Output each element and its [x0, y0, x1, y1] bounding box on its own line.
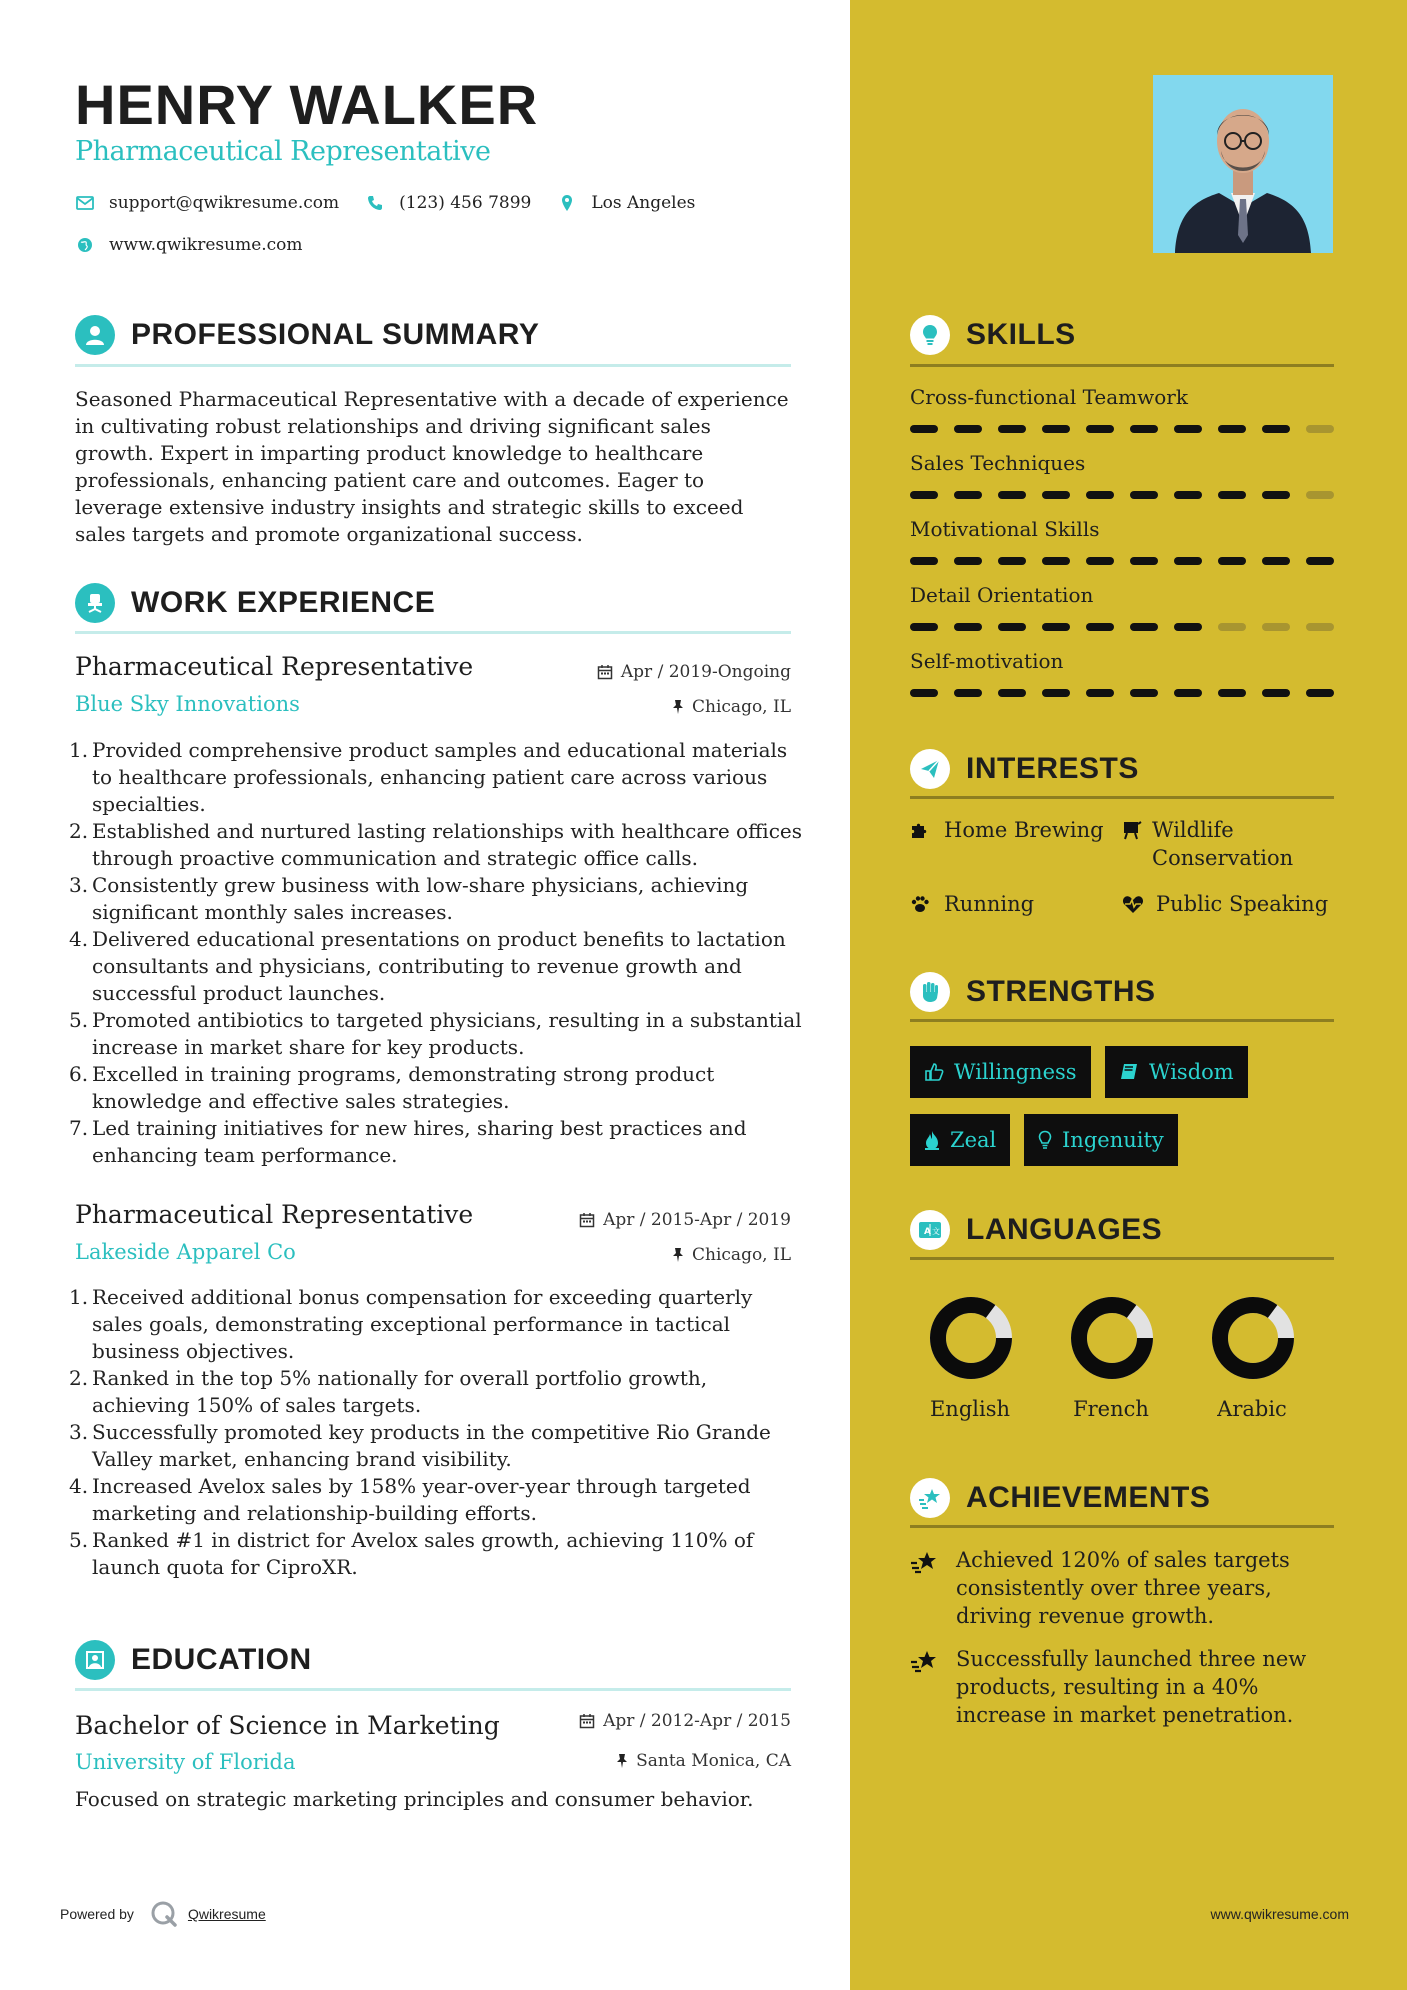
bullet-number: 5. — [69, 1008, 89, 1032]
book-icon — [1119, 1062, 1139, 1082]
skill-name: Detail Orientation — [910, 583, 1094, 607]
interest-item — [1122, 890, 1328, 918]
skill-level-segment — [954, 689, 982, 697]
skill-level-segment — [1174, 557, 1202, 565]
skill-level-segment — [954, 425, 982, 433]
skill-level-segment — [1174, 623, 1202, 631]
bullet-text: Received additional bonus compensation for exceeding quarterly sales goals, demonstrating exceptional performance in tactical business objectives. — [92, 1285, 753, 1363]
achievement-item — [910, 1645, 1330, 1729]
bullet-item — [69, 1007, 802, 1061]
skill-level-segment — [998, 623, 1026, 631]
skill-name: Self-motivation — [910, 649, 1064, 673]
star-hand-icon — [910, 1546, 938, 1581]
skill-level-segment — [1086, 491, 1114, 499]
website-text: www.qwikresume.com — [109, 235, 303, 255]
bullet-item — [69, 1365, 802, 1419]
skill-level-segment — [998, 557, 1026, 565]
skill-level-segment — [1262, 623, 1290, 631]
bullet-number: 4. — [69, 1474, 89, 1498]
language-rings — [910, 1290, 1334, 1390]
skill-level-segment — [998, 689, 1026, 697]
experience-title: WORK EXPERIENCE — [131, 586, 436, 619]
bullet-item — [69, 872, 802, 926]
paper-plane-icon — [910, 749, 950, 789]
location-text: Los Angeles — [591, 193, 696, 213]
achievement-text: Successfully launched three new products, resulting in a 40% increase in market penetration. — [956, 1647, 1307, 1727]
achievements-title: ACHIEVEMENTS — [966, 1481, 1211, 1514]
skill-level-segment — [1174, 425, 1202, 433]
skill-level-segment — [1218, 557, 1246, 565]
job-title: Pharmaceutical Representative — [75, 1200, 474, 1229]
education-title: EDUCATION — [131, 1643, 312, 1676]
strengths-title: STRENGTHS — [966, 975, 1156, 1008]
bullet-text: Delivered educational presentations on product benefits to lactation consultants and physicians, contributing to revenue growth and successful product launches. — [92, 927, 786, 1005]
user-icon — [75, 315, 115, 355]
company-name: Blue Sky Innovations — [75, 692, 300, 716]
skill-level-segment — [1086, 623, 1114, 631]
summary-divider — [75, 364, 791, 367]
interest-label: Wildlife Conservation — [1152, 818, 1294, 870]
bullet-text: Provided comprehensive product samples and educational materials to healthcare professionals, enhancing patient care across various specialties. — [92, 738, 788, 816]
skill-level-bar — [910, 623, 1334, 631]
email-item[interactable] — [75, 193, 339, 213]
location-item — [557, 193, 695, 213]
contact-row — [75, 193, 721, 213]
graduate-icon — [75, 1640, 115, 1680]
company-name: Lakeside Apparel Co — [75, 1240, 296, 1264]
strength-tag — [910, 1114, 1010, 1166]
skill-level-segment — [1130, 425, 1158, 433]
translate-icon — [910, 1210, 950, 1250]
skill-level-segment — [1174, 491, 1202, 499]
skill-level-segment — [954, 623, 982, 631]
bullet-item — [69, 818, 802, 872]
bullet-item — [69, 737, 802, 818]
envelope-icon — [75, 193, 95, 213]
skill-level-segment — [910, 689, 938, 697]
job-location-text: Chicago, IL — [692, 1245, 791, 1265]
skill-level-segment — [1174, 689, 1202, 697]
footer-site[interactable]: www.qwikresume.com — [1210, 1906, 1349, 1922]
interest-item — [910, 890, 1034, 918]
bullet-item — [69, 1115, 802, 1169]
education-location-text: Santa Monica, CA — [636, 1751, 791, 1771]
skill-level-segment — [1130, 689, 1158, 697]
skill-level-segment — [1306, 689, 1334, 697]
footer-powered — [60, 1900, 266, 1928]
skill-level-segment — [1042, 623, 1070, 631]
star-hand-icon — [910, 1478, 950, 1518]
job-bullet-list — [69, 1284, 802, 1581]
skill-level-bar — [910, 689, 1334, 697]
job-dates — [579, 1210, 791, 1230]
paw-icon — [910, 890, 934, 918]
strength-tag — [1024, 1114, 1178, 1166]
achievements-divider — [910, 1525, 1334, 1528]
strength-label: Ingenuity — [1062, 1128, 1164, 1152]
job-location-text: Chicago, IL — [692, 697, 791, 717]
skill-level-segment — [1130, 623, 1158, 631]
lightbulb-icon — [1038, 1130, 1052, 1150]
bullet-number: 5. — [69, 1528, 89, 1552]
bullet-text: Successfully promoted key products in the competitive Rio Grande Valley market, enhancing brand visibility. — [92, 1420, 771, 1471]
interests-title: INTERESTS — [966, 752, 1139, 785]
bullet-number: 1. — [69, 1285, 89, 1309]
website-item[interactable] — [75, 235, 303, 255]
heartbeat-icon — [1122, 890, 1146, 918]
svg-text:文: 文 — [932, 1227, 940, 1236]
skill-level-segment — [1042, 491, 1070, 499]
skill-level-bar — [910, 491, 1334, 499]
skill-level-segment — [1218, 491, 1246, 499]
easel-icon — [1122, 816, 1142, 844]
bullet-text: Ranked #1 in district for Avelox sales growth, achieving 110% of launch quota for CiproXR. — [92, 1528, 754, 1579]
bullet-text: Established and nurtured lasting relationships with healthcare offices through proactive communication and strategic office calls. — [92, 819, 802, 870]
skill-level-segment — [1306, 623, 1334, 631]
bullet-item — [69, 1061, 802, 1115]
pushpin-icon — [672, 699, 684, 715]
job-dates — [597, 662, 791, 682]
svg-text:A: A — [924, 1227, 931, 1237]
strength-tag — [1105, 1046, 1248, 1098]
powered-by-text: Powered by — [60, 1906, 134, 1922]
degree-title: Bachelor of Science in Marketing — [75, 1711, 500, 1740]
calendar-icon — [579, 1212, 595, 1228]
skill-level-bar — [910, 557, 1334, 565]
skills-title: SKILLS — [966, 318, 1076, 351]
skill-level-segment — [1218, 623, 1246, 631]
bullet-number: 7. — [69, 1116, 89, 1140]
skill-level-segment — [1218, 689, 1246, 697]
skill-name: Motivational Skills — [910, 517, 1100, 541]
skill-level-segment — [910, 425, 938, 433]
interest-item — [1122, 816, 1322, 872]
skill-level-segment — [998, 425, 1026, 433]
bullet-number: 1. — [69, 738, 89, 762]
bullet-item — [69, 1527, 802, 1581]
pushpin-icon — [672, 1247, 684, 1263]
candidate-role: Pharmaceutical Representative — [75, 136, 491, 167]
education-heading — [75, 1640, 312, 1680]
candidate-name: HENRY WALKER — [75, 73, 539, 136]
skill-name: Cross-functional Teamwork — [910, 385, 1188, 409]
languages-title: LANGUAGES — [966, 1213, 1163, 1246]
skill-level-segment — [1086, 425, 1114, 433]
qwikresume-link[interactable]: Qwikresume — [187, 1906, 266, 1922]
pushpin-icon — [616, 1753, 628, 1769]
job-dates-text: Apr / 2019-Ongoing — [620, 662, 791, 682]
skill-level-segment — [954, 557, 982, 565]
language-name: Arabic — [1217, 1397, 1287, 1421]
phone-item[interactable] — [365, 193, 531, 213]
language-name: French — [1073, 1397, 1149, 1421]
profile-photo — [1153, 75, 1333, 253]
bullet-number: 6. — [69, 1062, 89, 1086]
interest-label: Running — [944, 892, 1035, 916]
lightbulb-icon — [910, 315, 950, 355]
strengths-divider — [910, 1019, 1334, 1022]
achievement-item — [910, 1546, 1330, 1630]
achievements-heading — [910, 1478, 1210, 1518]
star-hand-icon — [910, 1645, 938, 1680]
skill-level-bar — [910, 425, 1334, 433]
bullet-number: 4. — [69, 927, 89, 951]
skill-level-segment — [998, 491, 1026, 499]
bullet-text: Excelled in training programs, demonstrating strong product knowledge and effective sales strategies. — [92, 1062, 715, 1113]
skill-level-segment — [1306, 557, 1334, 565]
skill-level-segment — [1306, 425, 1334, 433]
skill-level-segment — [1042, 425, 1070, 433]
job-bullet-list — [69, 737, 802, 1169]
interest-label: Home Brewing — [944, 818, 1104, 842]
map-pin-icon — [557, 193, 577, 213]
skill-level-segment — [1086, 689, 1114, 697]
bullet-number: 3. — [69, 1420, 89, 1444]
skill-level-segment — [1086, 557, 1114, 565]
skill-level-segment — [1262, 491, 1290, 499]
bullet-item — [69, 1419, 802, 1473]
summary-heading — [75, 315, 539, 355]
skills-heading — [910, 315, 1076, 355]
skill-level-segment — [1042, 557, 1070, 565]
bullet-text: Increased Avelox sales by 158% year-over-year through targeted marketing and relationship-building efforts. — [92, 1474, 751, 1525]
strength-label: Zeal — [950, 1128, 997, 1152]
education-description: Focused on strategic marketing principles and consumer behavior. — [75, 1787, 754, 1811]
skill-level-segment — [910, 623, 938, 631]
bullet-text: Led training initiatives for new hires, sharing best practices and enhancing team performance. — [92, 1116, 747, 1167]
experience-heading — [75, 583, 435, 623]
summary-title: PROFESSIONAL SUMMARY — [131, 318, 540, 351]
thumbs-up-icon — [924, 1062, 944, 1082]
education-location — [616, 1751, 791, 1771]
job-location — [672, 697, 791, 717]
skill-level-segment — [1262, 689, 1290, 697]
bullet-text: Consistently grew business with low-share physicians, achieving significant monthly sales increases. — [92, 873, 749, 924]
calendar-icon — [597, 664, 613, 680]
education-divider — [75, 1688, 791, 1691]
phone-icon — [365, 193, 385, 213]
language-name: English — [929, 1397, 1011, 1421]
chair-icon — [75, 583, 115, 623]
school-name: University of Florida — [75, 1750, 296, 1774]
summary-text: Seasoned Pharmaceutical Representative with a decade of experience in cultivating robust relationships and driving significant sales growth. Expert in imparting product knowledge to healthcare professionals, enhancing patient care and outcomes. Eager to leverage extensive industry insights and strategic skills to exceed sales targets and promote organizational success. — [75, 387, 789, 546]
skill-level-segment — [1130, 491, 1158, 499]
languages-divider — [910, 1257, 1334, 1260]
phone-text: (123) 456 7899 — [399, 193, 532, 213]
education-dates-text: Apr / 2012-Apr / 2015 — [603, 1711, 791, 1731]
strength-tag — [910, 1046, 1091, 1098]
interests-heading — [910, 749, 1139, 789]
skill-level-segment — [954, 491, 982, 499]
skill-level-segment — [1262, 557, 1290, 565]
interest-label: Public Speaking — [1156, 892, 1329, 916]
languages-heading — [910, 1210, 1162, 1250]
skills-divider — [910, 364, 1334, 367]
education-dates — [579, 1711, 791, 1731]
bullet-item — [69, 1473, 802, 1527]
email-text: support@qwikresume.com — [109, 193, 340, 213]
globe-icon — [75, 235, 95, 255]
bullet-text: Promoted antibiotics to targeted physicians, resulting in a substantial increase in market share for key products. — [92, 1008, 802, 1059]
skill-level-segment — [1042, 689, 1070, 697]
puzzle-icon — [910, 816, 934, 844]
experience-divider — [75, 631, 791, 634]
fire-icon — [924, 1130, 940, 1150]
interests-divider — [910, 796, 1334, 799]
calendar-icon — [579, 1713, 595, 1729]
bullet-number: 2. — [69, 1366, 89, 1390]
job-location — [672, 1245, 791, 1265]
achievement-text: Achieved 120% of sales targets consistently over three years, driving revenue growth. — [956, 1548, 1290, 1628]
job-title: Pharmaceutical Representative — [75, 652, 474, 681]
raised-fist-icon — [910, 972, 950, 1012]
strength-label: Willingness — [954, 1060, 1077, 1084]
skill-level-segment — [910, 491, 938, 499]
bullet-item — [69, 1284, 802, 1365]
interest-item — [910, 816, 1104, 844]
skill-name: Sales Techniques — [910, 451, 1086, 475]
bullet-number: 2. — [69, 819, 89, 843]
bullet-item — [69, 926, 802, 1007]
strengths-heading — [910, 972, 1156, 1012]
strength-label: Wisdom — [1149, 1060, 1234, 1084]
qwikresume-logo-icon — [150, 1900, 178, 1928]
skill-level-segment — [1218, 425, 1246, 433]
skill-level-segment — [1306, 491, 1334, 499]
bullet-text: Ranked in the top 5% nationally for overall portfolio growth, achieving 150% of sales targets. — [92, 1366, 708, 1417]
skill-level-segment — [1262, 425, 1290, 433]
bullet-number: 3. — [69, 873, 89, 897]
skill-level-segment — [1130, 557, 1158, 565]
website-row — [75, 235, 329, 255]
job-dates-text: Apr / 2015-Apr / 2019 — [603, 1210, 791, 1230]
skill-level-segment — [910, 557, 938, 565]
